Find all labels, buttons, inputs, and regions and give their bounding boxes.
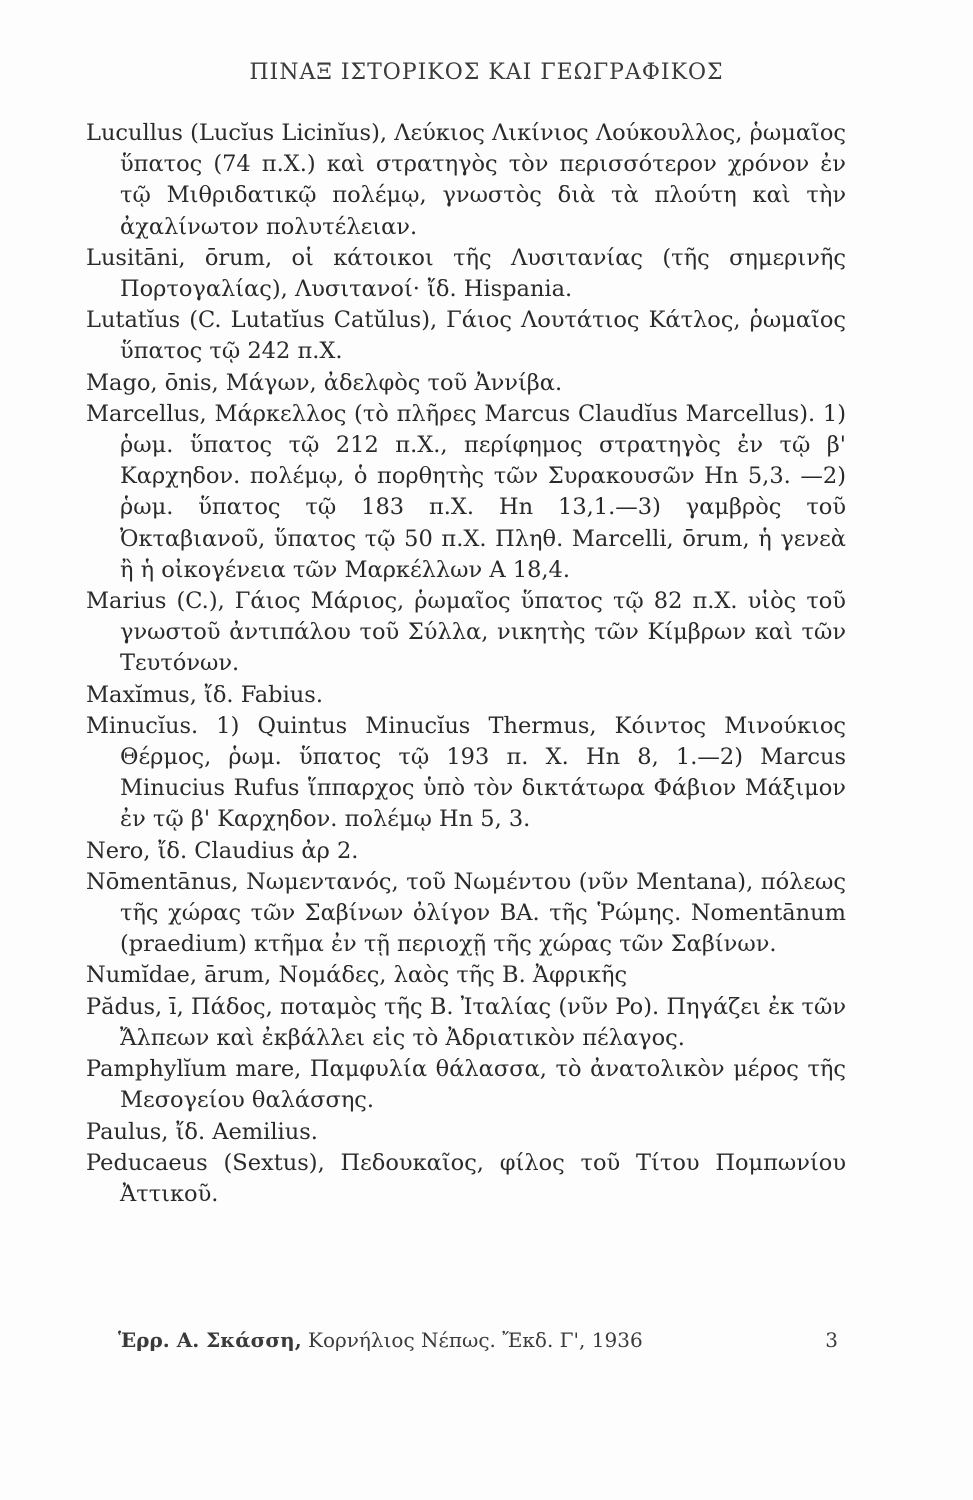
entry-lutatius: Lutatĭus (C. Lutatĭus Catŭlus), Γάιος Λουτάτιος Κάτλος, ῥωμαῖος ὕπατος τῷ 242 π.Χ. bbox=[86, 307, 846, 365]
entry-maximus: Maxĭmus, ἴδ. Fabius. bbox=[86, 681, 323, 708]
entry-minucius: Minucĭus. 1) Quintus Minucĭus Thermus, Κόιντος Μινούκιος Θέρμος, ῥωμ. ὕπατος τῷ 193 π. Χ. Hn 8, 1.—2) Marcus Minucius Rufus ἵππαρχος ὑπὸ τὸν δικτάτωρα Φάβιον Μάξιμον ἐν τῷ β' Καρχηδον. πολέμῳ Hn 5, 3. bbox=[86, 712, 846, 833]
entry-padus: Pădus, ī, Πάδος, ποταμὸς τῆς Β. Ἰταλίας (νῦν Po). Πηγάζει ἐκ τῶν Ἄλπεων καὶ ἐκβάλλει εἰς τὸ Ἀδριατικὸν πέλαγος. bbox=[86, 993, 846, 1051]
footer-author: Ἑρρ. Α. Σκάσση, bbox=[118, 1328, 302, 1352]
entry-nero: Nero, ἴδ. Claudius ἀρ 2. bbox=[86, 837, 359, 864]
footer-title: Κορνήλιος Νέπως. Ἔκδ. Γ', 1936 bbox=[308, 1328, 643, 1352]
running-head: ΠΙΝΑΞ ΙΣΤΟΡΙΚΟΣ ΚΑΙ ΓΕΩΓΡΑΦΙΚΟΣ bbox=[249, 60, 724, 85]
entry-peducaeus: Peducaeus (Sextus), Πεδουκαῖος, φίλος τοῦ Τίτου Πομπωνίου Ἀττικοῦ. bbox=[86, 1149, 846, 1207]
entry-marcellus: Marcellus, Μάρκελλος (τὸ πλῆρες Marcus Claudĭus Marcellus). 1) ῥωμ. ὕπατος τῷ 212 π.Χ., περίφημος στρατηγὸς ἐν τῷ β' Καρχηδον. πολέμῳ, ὁ πορθητὴς τῶν Συρακουσῶν Hn 5,3. —2) ῥωμ. ὕπατος τῷ 183 π.Χ. Hn 13,1.—3) γαμβρὸς τοῦ Ὀκταβιανοῦ, ὕπατος τῷ 50 π.Χ. Πληθ. Marcelli, ōrum, ἡ γενεὰ ἢ ἡ οἰκογένεια τῶν Μαρκέλλων A 18,4. bbox=[86, 400, 846, 583]
page-footer bbox=[118, 1328, 838, 1352]
entry-marius: Marius (C.), Γάιος Μάριος, ῥωμαῖος ὕπατος τῷ 82 π.Χ. υἱὸς τοῦ γνωστοῦ ἀντιπάλου τοῦ Σύλλα, νικητὴς τῶν Κίμβρων καὶ τῶν Τευτόνων. bbox=[86, 588, 846, 677]
entry-mago: Mago, ōnis, Μάγων, ἀδελφὸς τοῦ Ἀννίβα. bbox=[86, 369, 563, 396]
index-entries bbox=[86, 118, 846, 1210]
entry-numidae: Numĭdae, ārum, Νομάδες, λαὸς τῆς Β. Ἀφρικῆς bbox=[86, 962, 628, 989]
entry-lucullus: Lucullus (Lucĭus Licinĭus), Λεύκιος Λικίνιος Λούκουλλος, ῥωμαῖος ὕπατος (74 π.Χ.) καὶ στρατηγὸς τὸν περισσότερον χρόνον ἐν τῷ Μιθριδατικῷ πολέμῳ, γνωστὸς διὰ τὰ πλούτη καὶ τὴν ἀχαλίνωτον πολυτέλειαν. bbox=[86, 120, 846, 240]
entry-paulus: Paulus, ἴδ. Aemilius. bbox=[86, 1118, 318, 1145]
entry-nomentanus: Nōmentānus, Νωμεντανός, τοῦ Νωμέντου (νῦν Mentana), πόλεως τῆς χώρας τῶν Σαβίνων ὀλίγον ΒΑ. τῆς Ῥώμης. Nomentānum (praedium) κτῆμα ἐν τῇ περιοχῇ τῆς χώρας τῶν Σαβίνων. bbox=[86, 868, 846, 958]
page-number: 3 bbox=[825, 1328, 838, 1352]
entry-lusitani: Lusitāni, ōrum, οἱ κάτοικοι τῆς Λυσιτανίας (τῆς σημερινῆς Πορτογαλίας), Λυσιτανοί· ἴδ. Hispania. bbox=[86, 244, 846, 303]
entry-pamphylium-mare: Pamphylĭum mare, Παμφυλία θάλασσα, τὸ ἀνατολικὸν μέρος τῆς Μεσογείου θαλάσσης. bbox=[86, 1056, 846, 1114]
